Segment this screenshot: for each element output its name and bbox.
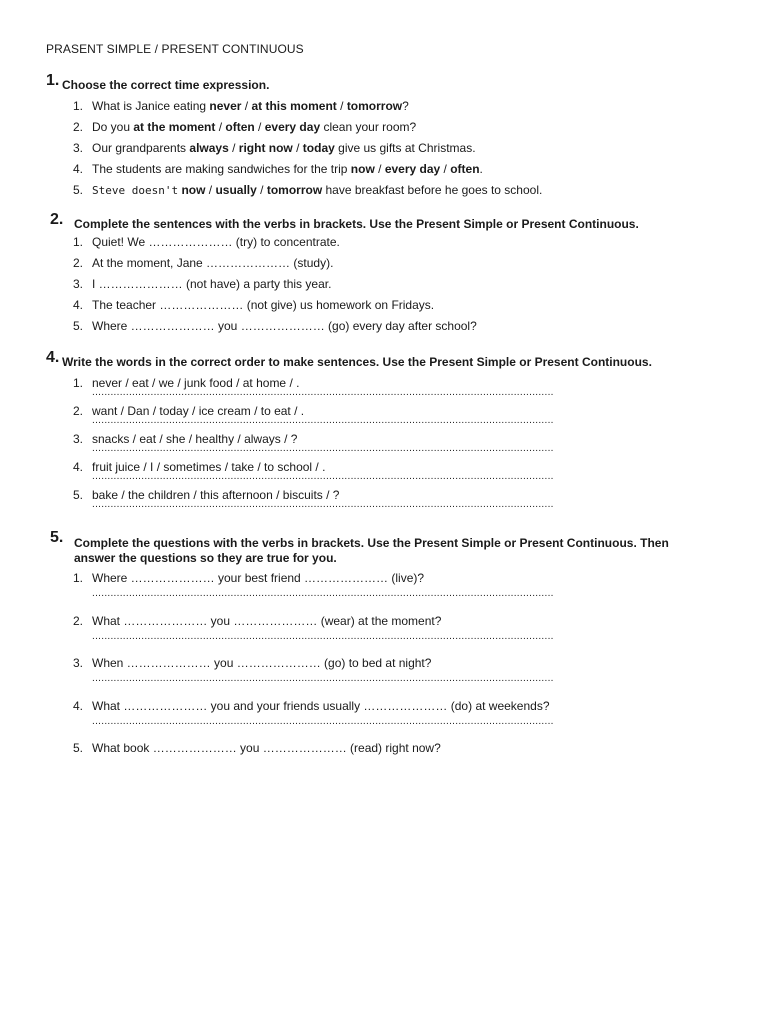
list-item bbox=[0, 460, 768, 488]
item-text: The teacher ………………… (not give) us homework on Fridays. bbox=[92, 298, 435, 312]
section-5-heading-line-2: answer the questions so they are true for you. bbox=[74, 551, 337, 565]
section-4 bbox=[0, 349, 768, 516]
item-number: 5. bbox=[73, 488, 84, 502]
list-item bbox=[0, 99, 768, 120]
section-4-number: 4. bbox=[46, 349, 60, 366]
section-2-heading: Complete the sentences with the verbs in brackets. Use the Present Simple or Present Continuous. bbox=[74, 217, 639, 231]
item-number: 4. bbox=[73, 162, 84, 176]
answer-line[interactable]: ...................................................................................................................................................... bbox=[92, 388, 554, 398]
item-text: What is Janice eating never / at this moment / tomorrow? bbox=[92, 99, 409, 113]
answer-line[interactable]: ...................................................................................................................................................... bbox=[92, 631, 554, 642]
page-title: PRASENT SIMPLE / PRESENT CONTINUOUS bbox=[46, 42, 304, 56]
list-item bbox=[0, 256, 768, 277]
item-number: 5. bbox=[73, 183, 84, 197]
answer-line[interactable]: ...................................................................................................................................................... bbox=[92, 472, 554, 482]
item-number: 1. bbox=[73, 99, 84, 113]
item-text: I ………………… (not have) a party this year. bbox=[92, 277, 332, 291]
item-number: 4. bbox=[73, 698, 84, 713]
item-number: 2. bbox=[73, 404, 84, 418]
answer-line[interactable]: ...................................................................................................................................................... bbox=[92, 589, 554, 599]
item-text: never / eat / we / junk food / at home / . bbox=[92, 376, 300, 390]
item-text: Quiet! We ………………… (try) to concentrate. bbox=[92, 235, 340, 249]
item-number: 3. bbox=[73, 432, 84, 446]
list-item bbox=[0, 571, 768, 614]
list-item bbox=[0, 298, 768, 319]
item-number: 2. bbox=[73, 613, 84, 628]
answer-line[interactable]: ...................................................................................................................................................... bbox=[92, 716, 554, 727]
list-item bbox=[0, 235, 768, 256]
item-text: Where ………………… your best friend ………………… (live)? bbox=[92, 571, 425, 585]
answer-line[interactable]: ...................................................................................................................................................... bbox=[92, 444, 554, 454]
item-text: fruit juice / I / sometimes / take / to school / . bbox=[92, 460, 326, 474]
item-text: Where ………………… you ………………… (go) every day after school? bbox=[92, 319, 477, 333]
item-number: 2. bbox=[73, 256, 84, 270]
section-2-list bbox=[0, 235, 768, 340]
section-5 bbox=[0, 529, 768, 762]
item-number: 4. bbox=[73, 298, 84, 312]
answer-line[interactable]: ...................................................................................................................................................... bbox=[92, 674, 554, 684]
list-item bbox=[0, 162, 768, 183]
list-item bbox=[0, 614, 768, 657]
item-number: 1. bbox=[73, 571, 84, 585]
item-number: 5. bbox=[73, 741, 84, 755]
list-item bbox=[0, 404, 768, 432]
item-text: Steve doesn't now / usually / tomorrow have breakfast before he goes to school. bbox=[92, 183, 543, 197]
item-text: When ………………… you ………………… (go) to bed at night? bbox=[92, 656, 432, 670]
item-number: 4. bbox=[73, 460, 84, 474]
item-number: 2. bbox=[73, 120, 84, 134]
list-item bbox=[0, 183, 768, 204]
item-text: At the moment, Jane ………………… (study). bbox=[92, 256, 334, 270]
item-text: bake / the children / this afternoon / biscuits / ? bbox=[92, 488, 340, 502]
item-number: 3. bbox=[73, 141, 84, 155]
item-text: The students are making sandwiches for the trip now / every day / often. bbox=[92, 162, 483, 176]
item-number: 5. bbox=[73, 319, 84, 333]
item-number: 1. bbox=[73, 235, 84, 249]
list-item bbox=[0, 277, 768, 298]
list-item bbox=[0, 141, 768, 162]
item-text: snacks / eat / she / healthy / always / ? bbox=[92, 432, 298, 446]
answer-line[interactable]: ...................................................................................................................................................... bbox=[92, 416, 554, 426]
item-text: What book ………………… you ………………… (read) right now? bbox=[92, 741, 441, 755]
list-item bbox=[0, 656, 768, 699]
item-text: Do you at the moment / often / every day clean your room? bbox=[92, 120, 417, 134]
section-4-heading: Write the words in the correct order to make sentences. Use the Present Simple or Present Continuous. bbox=[62, 355, 652, 369]
section-4-list bbox=[0, 376, 768, 516]
item-text: What ………………… you and your friends usually ………………… (do) at weekends? bbox=[92, 698, 550, 713]
list-item bbox=[0, 488, 768, 516]
section-1-number: 1. bbox=[46, 72, 60, 89]
item-number: 1. bbox=[73, 376, 84, 390]
list-item bbox=[0, 319, 768, 340]
section-1 bbox=[0, 72, 768, 199]
list-item bbox=[0, 120, 768, 141]
answer-line[interactable]: ...................................................................................................................................................... bbox=[92, 500, 554, 510]
section-1-heading: Choose the correct time expression. bbox=[62, 78, 270, 92]
item-number: 3. bbox=[73, 277, 84, 291]
item-number: 3. bbox=[73, 656, 84, 670]
list-item bbox=[0, 741, 768, 762]
list-item bbox=[0, 376, 768, 404]
section-2-number: 2. bbox=[50, 211, 64, 228]
section-2 bbox=[0, 211, 768, 340]
section-5-number: 5. bbox=[50, 529, 64, 546]
section-5-list bbox=[0, 571, 768, 762]
section-5-heading-line-1: Complete the questions with the verbs in brackets. Use the Present Simple or Present Continuous. Then bbox=[74, 536, 669, 550]
section-1-list bbox=[0, 94, 768, 199]
list-item bbox=[0, 699, 768, 742]
item-text: What ………………… you ………………… (wear) at the moment? bbox=[92, 613, 442, 628]
item-text: Our grandparents always / right now / today give us gifts at Christmas. bbox=[92, 141, 476, 155]
item-text: want / Dan / today / ice cream / to eat / . bbox=[92, 404, 305, 418]
list-item bbox=[0, 432, 768, 460]
